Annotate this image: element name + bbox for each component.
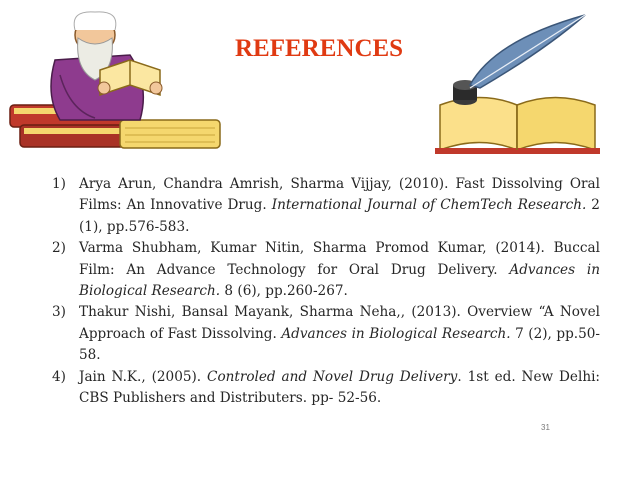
reference-item (52, 367, 600, 410)
reference-journal: Advances in Biological Research. (79, 261, 600, 300)
reference-authors: Varma Shubham, Kumar Nitin, Sharma Promod Kumar, (2014). Buccal Film: An Advance Technology for Oral Drug Delivery. (79, 240, 600, 278)
references-list (52, 174, 600, 409)
reference-item (52, 238, 600, 302)
reference-authors: Arya Arun, Chandra Amrish, Sharma Vijjay, (2010). Fast Dissolving Oral Films: An Innovative Drug. (79, 176, 600, 214)
scholar-reading-illustration (0, 0, 240, 165)
reference-journal: Advances in Biological Research. (281, 325, 511, 342)
reference-authors: Thakur Nishi, Bansal Mayank, Sharma Neha,, (2013). Overview “A Novel Approach of Fast Dissolving. (79, 304, 600, 342)
reference-item (52, 302, 600, 366)
quill-and-book-illustration (435, 10, 605, 160)
reference-details: 7 (2), pp.50-58. (79, 325, 600, 364)
reference-authors: Jain N.K., (2005). (79, 368, 208, 385)
reference-item (52, 174, 600, 238)
reference-number: 1) (52, 176, 66, 192)
slide-title: REFERENCES (235, 35, 404, 62)
page-number: 31 (541, 423, 550, 432)
reference-details: 8 (6), pp.260-267. (220, 283, 348, 300)
reference-number: 2) (52, 240, 66, 257)
reference-number: 3) (52, 304, 66, 321)
reference-journal: Controled and Novel Drug Delivery (207, 368, 458, 385)
reference-journal: International Journal of ChemTech Research. (271, 197, 587, 214)
reference-details: 2 (1), pp.576-583. (79, 197, 600, 235)
reference-number: 4) (52, 368, 66, 385)
reference-details: . 1st ed. New Delhi: CBS Publishers and Distributers. pp- 52-56. (79, 368, 600, 407)
